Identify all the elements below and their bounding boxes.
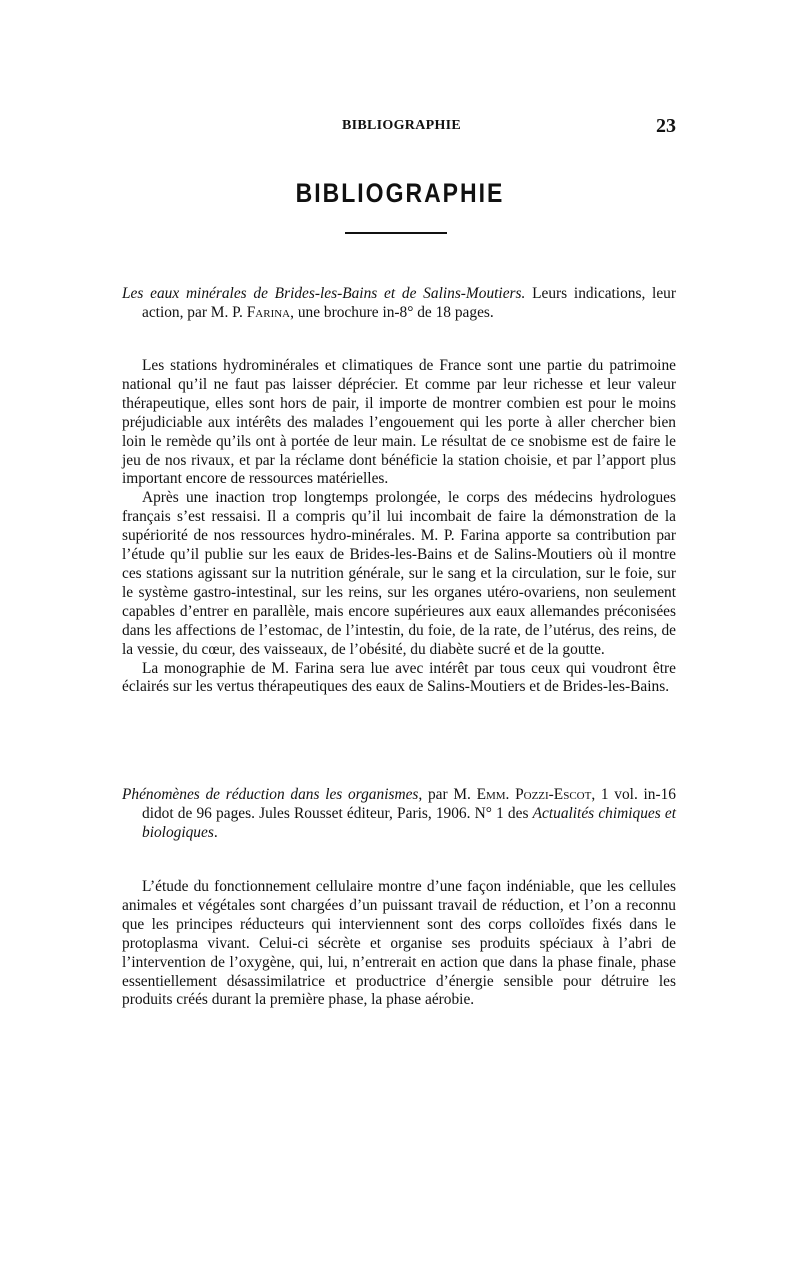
page-number: 23 <box>656 115 676 137</box>
entry-2-end: . <box>213 823 218 841</box>
entry-2-author: Emm. Pozzi-Escot <box>476 786 592 803</box>
review-1 <box>122 357 676 697</box>
review-2 <box>122 878 676 1010</box>
entry-2-details: , 1 vol. in-16 didot de 96 pages. Jules Rousset éditeur, Paris, 1906. N° 1 des <box>142 786 676 822</box>
review-1-paragraph-2: Après une inaction trop longtemps prolongée, le corps des médecins hydrologues français s’est ressaisi. Il a compris qu’il lui incombait de faire la démonstration de la supériorité de nos ressources hydro-minérales. M. P. Farina apporte sa contribution par l’étude qu’il publie sur les eaux de Brides-les-Bains et de Salins-Moutiers où il montre ces stations agissant sur la nutrition générale, sur le sang et la circulation, sur le foie, sur le système gastro-intestinal, sur les reins, sur les organes utéro-ovariens, non seulement capables d’entrer en parallèle, mais encore supérieures aux eaux allemandes préconisées dans les affections de l’estomac, de l’intestin, du foie, de la rate, de l’utérus, des reins, de la vessie, du cœur, des vaisseaux, de l’obésité, du diabète sucré et de la goutte. <box>122 489 676 658</box>
bibliographic-entry-2 <box>122 786 676 843</box>
review-1-paragraph-3: La monographie de M. Farina sera lue avec intérêt par tous ceux qui voudront être éclairés sur les vertus thérapeutiques des eaux de Salins-Moutiers et de Brides-les-Bains. <box>122 659 676 696</box>
entry-1-description: Leurs indications, leur action, par M. P. <box>142 285 676 321</box>
review-2-paragraph-1: L’étude du fonctionnement cellulaire montre d’une façon indéniable, que les cellules animales et végétales sont chargées d’un puissant travail de réduction, et l’on a reconnu que les principes réducteurs qui interviennent sont des corps colloïdes fixés dans le protoplasma vivant. Celui-ci sécrète et organise ses produits spéciaux à l’abri de l’intervention de l’oxygène, qui, lui, n’entrerait en action que dans la phase finale, phase essentiellement désassimilatrice et productrice d’énergie sensible pour détruire les produits créés durant la première phase, la phase aérobie. <box>122 878 676 1009</box>
entry-2-title: Phénomènes de réduction dans les organismes, <box>122 786 423 803</box>
entry-1-author: Farina <box>246 303 291 321</box>
running-title: BIBLIOGRAPHIE <box>342 118 462 133</box>
entry-1-details: , une brochure in-8° de 18 pages. <box>290 303 494 321</box>
entry-1-title: Les eaux minérales de Brides-les-Bains et de Salins-Moutiers. <box>122 285 526 302</box>
title-rule-divider <box>345 232 447 234</box>
bibliographic-entry-1 <box>122 285 676 323</box>
entry-2-description: par M. <box>422 786 477 803</box>
running-header <box>122 115 676 138</box>
section-title: BIBLIOGRAPHIE <box>295 177 505 208</box>
review-1-paragraph-1: Les stations hydrominérales et climatiques de France sont une partie du patrimoine national qu’il ne faut pas laisser déprécier. Et comme par leur richesse et leur valeur thérapeutique, elles sont hors de pair, il importe de montrer combien est pour le moins préjudiciable aux intérêts des malades l’engouement qui les porte à aller chercher bien loin le remède qu’ils ont à portée de leur main. Le résultat de ce snobisme est de faire le jeu de nos rivaux, et par la réclame dont bénéficie la station choisie, et par l’apport plus important encore de ressources matérielles. <box>122 357 676 488</box>
entry-2-series: Actualités chimiques et biologiques <box>142 804 676 841</box>
